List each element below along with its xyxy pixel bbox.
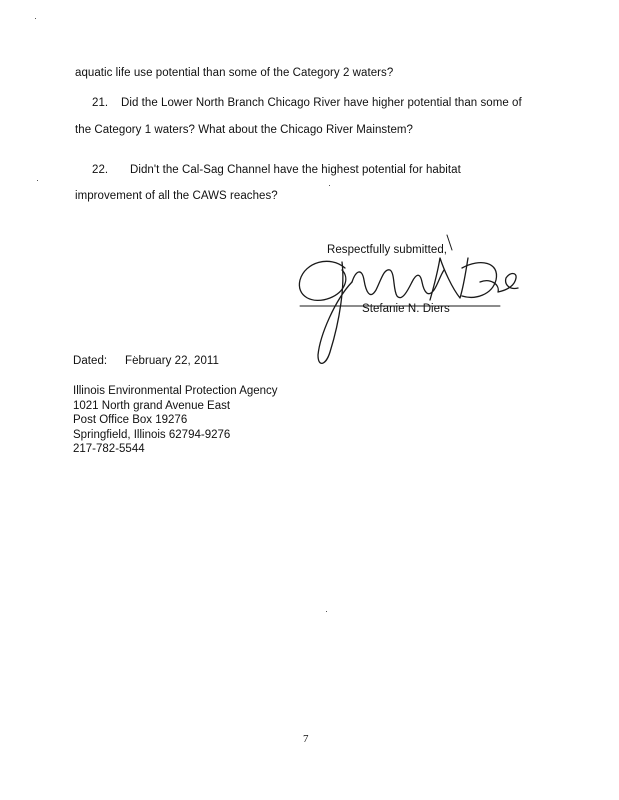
address-line-city: Springfield, Illinois 62794-9276 [73, 428, 231, 441]
signer-name: Stefanie N. Diers [362, 303, 450, 315]
dated-value: February 22, 2011 [125, 355, 219, 367]
question-21-continuation: the Category 1 waters? What about the Chicago River Mainstem? [75, 124, 413, 136]
page-number: 7 [303, 733, 309, 745]
agency-address [73, 384, 278, 457]
question-21-text: Did the Lower North Branch Chicago River have higher potential than some of [121, 97, 522, 109]
question-21-number: 21. [92, 97, 109, 109]
address-line-agency: Illinois Environmental Protection Agency [73, 385, 278, 397]
address-line-phone: 217-782-5544 [73, 443, 145, 455]
address-line-po-box: Post Office Box 19276 [73, 414, 188, 426]
body-line-1: aquatic life use potential than some of the Category 2 waters? [75, 67, 394, 79]
closing-respectfully: Respectfully submitted, [327, 244, 448, 256]
question-22-continuation: improvement of all the CAWS reaches? [75, 190, 278, 202]
dated-label: Dated: [73, 355, 108, 367]
question-22-number: 22. [92, 164, 109, 176]
question-22-text: Didn't the Cal-Sag Channel have the highest potential for habitat [130, 164, 461, 176]
address-line-street: 1021 North grand Avenue East [73, 399, 231, 412]
